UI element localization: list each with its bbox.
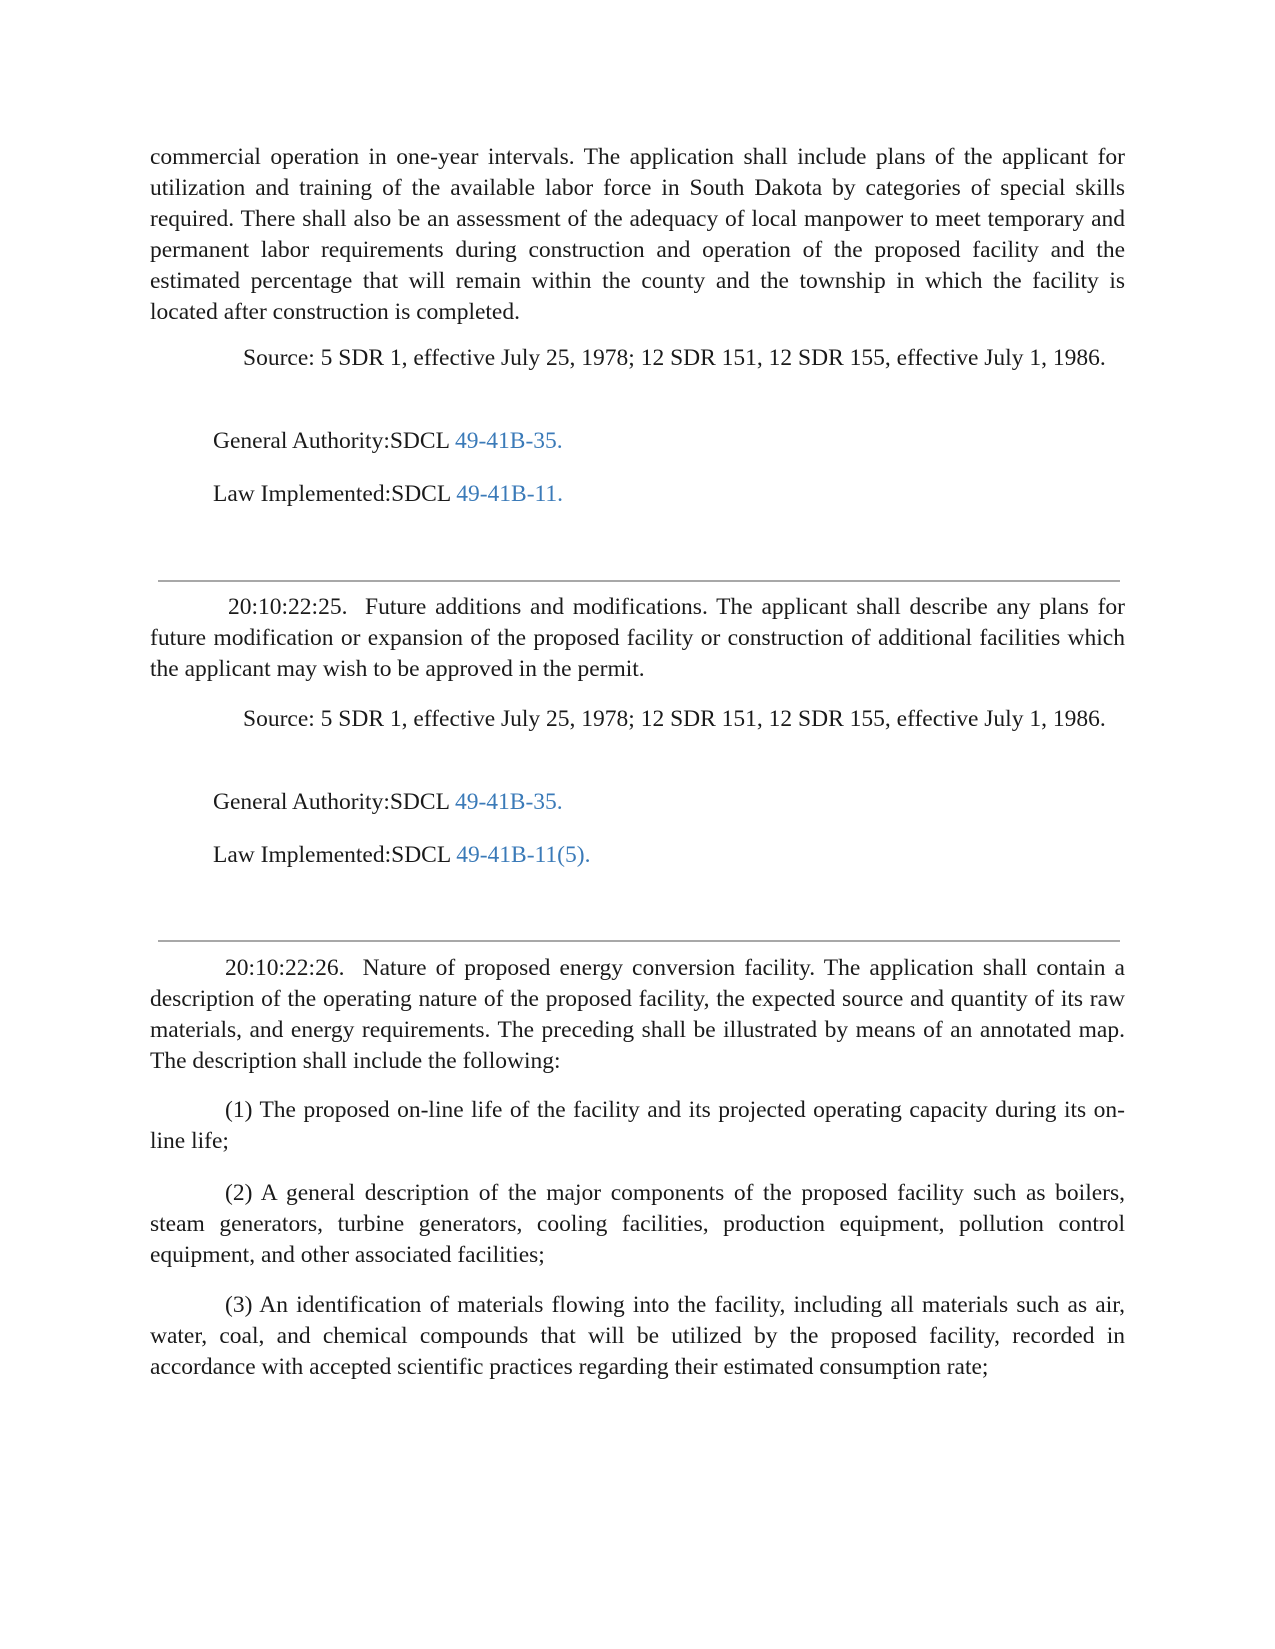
section-number: 20:10:22:26. — [225, 955, 345, 981]
general-authority — [150, 787, 1125, 818]
law-implemented-label: Law Implemented:SDCL — [213, 842, 457, 868]
section-divider — [158, 940, 1120, 942]
law-implemented — [150, 840, 1125, 871]
section-25 — [150, 592, 1125, 685]
section-25-paragraph — [150, 592, 1125, 685]
section-26-paragraph — [150, 953, 1125, 1077]
prev-general-authority — [150, 426, 1125, 457]
section-26-item-3 — [150, 1290, 1125, 1383]
section-body: Nature of proposed energy conversion facility. The application shall contain a description of the operating nature of the proposed facility, the expected source and quantity of its raw materials, and energy requirements. The preceding shall be illustrated by means of an annotated map. The description shall include the following: — [150, 955, 1125, 1074]
law-implemented-label: Law Implemented:SDCL — [213, 481, 457, 507]
section-26 — [150, 953, 1125, 1077]
general-authority-link[interactable]: 49-41B-35. — [454, 428, 563, 454]
general-authority-label: General Authority:SDCL — [213, 789, 455, 815]
law-implemented-link[interactable]: 49-41B-11. — [456, 481, 564, 507]
source-note: Source: 5 SDR 1, effective July 25, 1978; 12 SDR 151, 12 SDR 155, effective July 1, 1986. — [243, 706, 1106, 732]
general-authority-label: General Authority:SDCL — [213, 428, 455, 454]
general-authority — [150, 426, 1125, 457]
section-25-general-authority — [150, 787, 1125, 818]
section-25-source — [150, 704, 1125, 735]
law-implemented-link[interactable]: 49-41B-11(5). — [456, 842, 591, 868]
general-authority-link[interactable]: 49-41B-35. — [454, 789, 563, 815]
list-item: (3) An identification of materials flowing into the facility, including all materials such as air, water, coal, and chemical compounds that will be utilized by the proposed facility, recorded in accordance with accepted scientific practices regarding their estimated consumption rate; — [150, 1292, 1125, 1380]
section-26-item-2 — [150, 1178, 1125, 1271]
law-implemented — [150, 479, 1125, 510]
prev-law-implemented — [150, 479, 1125, 510]
list-item: (2) A general description of the major components of the proposed facility such as boilers, steam generators, turbine generators, cooling facilities, production equipment, pollution control equipment, and other associated facilities; — [150, 1180, 1125, 1268]
source-note: Source: 5 SDR 1, effective July 25, 1978; 12 SDR 151, 12 SDR 155, effective July 1, 1986. — [243, 345, 1106, 371]
section-25-law-implemented — [150, 840, 1125, 871]
list-item: (1) The proposed on-line life of the facility and its projected operating capacity during its on-line life; — [150, 1097, 1125, 1154]
section-number: 20:10:22:25. — [228, 594, 348, 620]
section-body: Future additions and modifications. The applicant shall describe any plans for future modification or expansion of the proposed facility or construction of additional facilities which the applicant may wish to be approved in the permit. — [150, 594, 1126, 682]
prev-section — [150, 142, 1125, 328]
prev-source — [150, 343, 1125, 374]
section-26-item-1 — [150, 1095, 1125, 1157]
section-divider — [158, 580, 1120, 582]
prev-section-text: commercial operation in one-year intervals. The application shall include plans of the applicant for utilization and training of the available labor force in South Dakota by categories of special skills required. There shall also be an assessment of the adequacy of local manpower to meet temporary and permanent labor requirements during construction and operation of the proposed facility and the estimated percentage that will remain within the county and the township in which the facility is located after construction is completed. — [150, 144, 1125, 325]
